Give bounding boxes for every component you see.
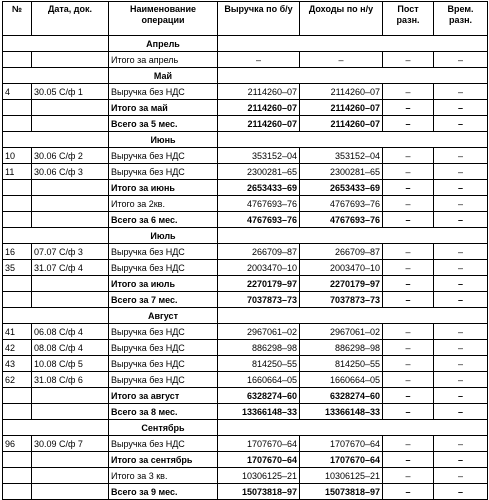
row-date-doc [32,452,109,468]
row-date-doc [32,484,109,500]
table-row [3,372,488,388]
month-label: Сентябрь [109,420,218,436]
month-empty-cell [3,420,109,436]
table-row [3,452,488,468]
row-income-nu: 1660664–05 [300,372,383,388]
row-date-doc [32,468,109,484]
month-header-row [3,132,488,148]
row-income-nu: 1707670–64 [300,452,383,468]
row-number [3,468,32,484]
row-date-doc: 30.06 С/ф 3 [32,164,109,180]
table-row [3,100,488,116]
row-temporary-diff: – [434,436,488,452]
row-income-nu: 15073818–97 [300,484,383,500]
row-number [3,388,32,404]
row-permanent-diff: – [383,148,434,164]
row-temporary-diff: – [434,100,488,116]
month-empty-cell [3,132,109,148]
row-date-doc: 31.08 С/ф 6 [32,372,109,388]
row-permanent-diff: – [383,292,434,308]
row-operation: Итого за 3 кв. [109,468,218,484]
month-header-row [3,228,488,244]
row-number: 35 [3,260,32,276]
row-temporary-diff: – [434,84,488,100]
row-permanent-diff: – [383,356,434,372]
month-label: Май [109,68,218,84]
row-revenue-bu: 7037873–73 [218,292,300,308]
row-income-nu: 886298–98 [300,340,383,356]
row-income-nu: 353152–04 [300,148,383,164]
row-date-doc: 10.08 С/ф 5 [32,356,109,372]
table-row [3,340,488,356]
row-temporary-diff: – [434,324,488,340]
table-row [3,52,488,68]
row-number [3,484,32,500]
row-temporary-diff: – [434,212,488,228]
month-header-row [3,36,488,52]
row-revenue-bu: 266709–87 [218,244,300,260]
row-date-doc [32,116,109,132]
header-date-doc: Дата, док. [32,2,109,36]
header-temporary-diff: Врем. разн. [434,2,488,36]
row-number [3,276,32,292]
row-date-doc [32,276,109,292]
row-operation: Итого за июнь [109,180,218,196]
table-row [3,244,488,260]
row-income-nu: 266709–87 [300,244,383,260]
row-permanent-diff: – [383,452,434,468]
row-date-doc: 30.09 С/ф 7 [32,436,109,452]
row-revenue-bu: 13366148–33 [218,404,300,420]
row-permanent-diff: – [383,212,434,228]
row-revenue-bu: 10306125–21 [218,468,300,484]
header-revenue-bu: Выручка по б/у [218,2,300,36]
row-operation: Итого за август [109,388,218,404]
row-operation: Выручка без НДС [109,436,218,452]
row-permanent-diff: – [383,276,434,292]
row-number [3,404,32,420]
row-revenue-bu: 814250–55 [218,356,300,372]
row-permanent-diff: – [383,340,434,356]
row-operation: Всего за 8 мес. [109,404,218,420]
table-row [3,260,488,276]
revenue-table [2,1,488,500]
row-number [3,196,32,212]
row-date-doc [32,404,109,420]
row-income-nu: 2114260–07 [300,116,383,132]
row-date-doc: 06.08 С/ф 4 [32,324,109,340]
row-temporary-diff: – [434,484,488,500]
row-number [3,52,32,68]
row-income-nu: 2270179–97 [300,276,383,292]
row-revenue-bu: 2967061–02 [218,324,300,340]
row-revenue-bu: 2114260–07 [218,84,300,100]
row-temporary-diff: – [434,116,488,132]
table-row [3,356,488,372]
row-number: 43 [3,356,32,372]
row-temporary-diff: – [434,292,488,308]
row-income-nu: 6328274–60 [300,388,383,404]
row-number [3,212,32,228]
row-date-doc [32,212,109,228]
row-revenue-bu: 353152–04 [218,148,300,164]
row-temporary-diff: – [434,52,488,68]
row-operation: Итого за сентябрь [109,452,218,468]
row-temporary-diff: – [434,340,488,356]
row-number [3,116,32,132]
row-number: 96 [3,436,32,452]
row-income-nu: 1707670–64 [300,436,383,452]
row-temporary-diff: – [434,468,488,484]
row-permanent-diff: – [383,84,434,100]
month-header-row [3,68,488,84]
row-income-nu: 2003470–10 [300,260,383,276]
row-operation: Выручка без НДС [109,148,218,164]
month-header-row [3,420,488,436]
row-operation: Выручка без НДС [109,372,218,388]
row-revenue-bu: 2114260–07 [218,116,300,132]
table-row [3,484,488,500]
row-revenue-bu: 4767693–76 [218,196,300,212]
row-revenue-bu: 2300281–65 [218,164,300,180]
month-empty-cell [218,68,488,84]
month-label: Апрель [109,36,218,52]
table-row [3,212,488,228]
row-income-nu: – [300,52,383,68]
row-income-nu: 814250–55 [300,356,383,372]
row-temporary-diff: – [434,404,488,420]
table-row [3,468,488,484]
row-operation: Итого за 2кв. [109,196,218,212]
row-temporary-diff: – [434,388,488,404]
row-date-doc [32,52,109,68]
row-operation: Всего за 5 мес. [109,116,218,132]
row-date-doc: 30.05 С/ф 1 [32,84,109,100]
row-number [3,100,32,116]
table-row [3,196,488,212]
row-permanent-diff: – [383,484,434,500]
row-number: 62 [3,372,32,388]
month-empty-cell [218,132,488,148]
month-empty-cell [3,36,109,52]
table-row [3,436,488,452]
row-temporary-diff: – [434,148,488,164]
row-temporary-diff: – [434,356,488,372]
row-operation: Выручка без НДС [109,340,218,356]
row-temporary-diff: – [434,452,488,468]
row-number: 4 [3,84,32,100]
row-operation: Выручка без НДС [109,356,218,372]
month-label: Август [109,308,218,324]
row-income-nu: 2114260–07 [300,84,383,100]
row-date-doc [32,196,109,212]
row-permanent-diff: – [383,164,434,180]
row-permanent-diff: – [383,372,434,388]
row-date-doc: 31.07 С/ф 4 [32,260,109,276]
month-label: Июль [109,228,218,244]
row-income-nu: 7037873–73 [300,292,383,308]
row-number: 11 [3,164,32,180]
month-empty-cell [218,36,488,52]
row-permanent-diff: – [383,180,434,196]
header-permanent-diff: Пост разн. [383,2,434,36]
row-number: 42 [3,340,32,356]
row-revenue-bu: 886298–98 [218,340,300,356]
row-number [3,292,32,308]
row-date-doc [32,180,109,196]
row-permanent-diff: – [383,100,434,116]
row-operation: Выручка без НДС [109,164,218,180]
row-number [3,180,32,196]
table-row [3,388,488,404]
table-row [3,116,488,132]
row-temporary-diff: – [434,260,488,276]
row-number [3,452,32,468]
row-date-doc: 08.08 С/ф 4 [32,340,109,356]
row-number: 41 [3,324,32,340]
row-operation: Всего за 9 мес. [109,484,218,500]
row-number: 10 [3,148,32,164]
table-row [3,292,488,308]
row-operation: Всего за 7 мес. [109,292,218,308]
table-row [3,324,488,340]
row-permanent-diff: – [383,388,434,404]
row-temporary-diff: – [434,164,488,180]
header-income-nu: Доходы по н/у [300,2,383,36]
row-revenue-bu: 1707670–64 [218,436,300,452]
table-row [3,148,488,164]
header-operation: Наименование операции [109,2,218,36]
row-operation: Итого за апрель [109,52,218,68]
row-operation: Выручка без НДС [109,84,218,100]
month-empty-cell [218,228,488,244]
row-permanent-diff: – [383,116,434,132]
row-revenue-bu: 6328274–60 [218,388,300,404]
table-row [3,180,488,196]
row-operation: Выручка без НДС [109,260,218,276]
row-permanent-diff: – [383,196,434,212]
row-revenue-bu: 2003470–10 [218,260,300,276]
row-number: 16 [3,244,32,260]
row-permanent-diff: – [383,260,434,276]
row-date-doc [32,292,109,308]
month-empty-cell [3,68,109,84]
table-body [3,36,488,500]
row-income-nu: 10306125–21 [300,468,383,484]
row-income-nu: 13366148–33 [300,404,383,420]
month-label: Июнь [109,132,218,148]
row-date-doc: 07.07 С/ф 3 [32,244,109,260]
row-permanent-diff: – [383,52,434,68]
table-row [3,276,488,292]
row-operation: Всего за 6 мес. [109,212,218,228]
month-header-row [3,308,488,324]
month-empty-cell [3,228,109,244]
row-revenue-bu: 4767693–76 [218,212,300,228]
month-empty-cell [218,420,488,436]
row-income-nu: 4767693–76 [300,212,383,228]
header-number: № [3,2,32,36]
row-revenue-bu: 2653433–69 [218,180,300,196]
row-date-doc [32,100,109,116]
row-permanent-diff: – [383,244,434,260]
row-date-doc: 30.06 С/ф 2 [32,148,109,164]
month-empty-cell [218,308,488,324]
row-operation: Итого за май [109,100,218,116]
row-income-nu: 2967061–02 [300,324,383,340]
table-row [3,404,488,420]
row-revenue-bu: 15073818–97 [218,484,300,500]
row-temporary-diff: – [434,372,488,388]
row-revenue-bu: 2270179–97 [218,276,300,292]
row-date-doc [32,388,109,404]
month-empty-cell [3,308,109,324]
row-temporary-diff: – [434,180,488,196]
row-income-nu: 2114260–07 [300,100,383,116]
row-revenue-bu: 2114260–07 [218,100,300,116]
table-row [3,84,488,100]
row-permanent-diff: – [383,468,434,484]
row-permanent-diff: – [383,324,434,340]
row-temporary-diff: – [434,244,488,260]
row-income-nu: 2653433–69 [300,180,383,196]
row-operation: Итого за июль [109,276,218,292]
row-income-nu: 4767693–76 [300,196,383,212]
row-permanent-diff: – [383,436,434,452]
table-row [3,164,488,180]
row-operation: Выручка без НДС [109,324,218,340]
row-income-nu: 2300281–65 [300,164,383,180]
row-operation: Выручка без НДС [109,244,218,260]
row-revenue-bu: 1707670–64 [218,452,300,468]
row-permanent-diff: – [383,404,434,420]
row-revenue-bu: 1660664–05 [218,372,300,388]
row-revenue-bu: – [218,52,300,68]
table-header-row [3,2,488,36]
row-temporary-diff: – [434,196,488,212]
row-temporary-diff: – [434,276,488,292]
